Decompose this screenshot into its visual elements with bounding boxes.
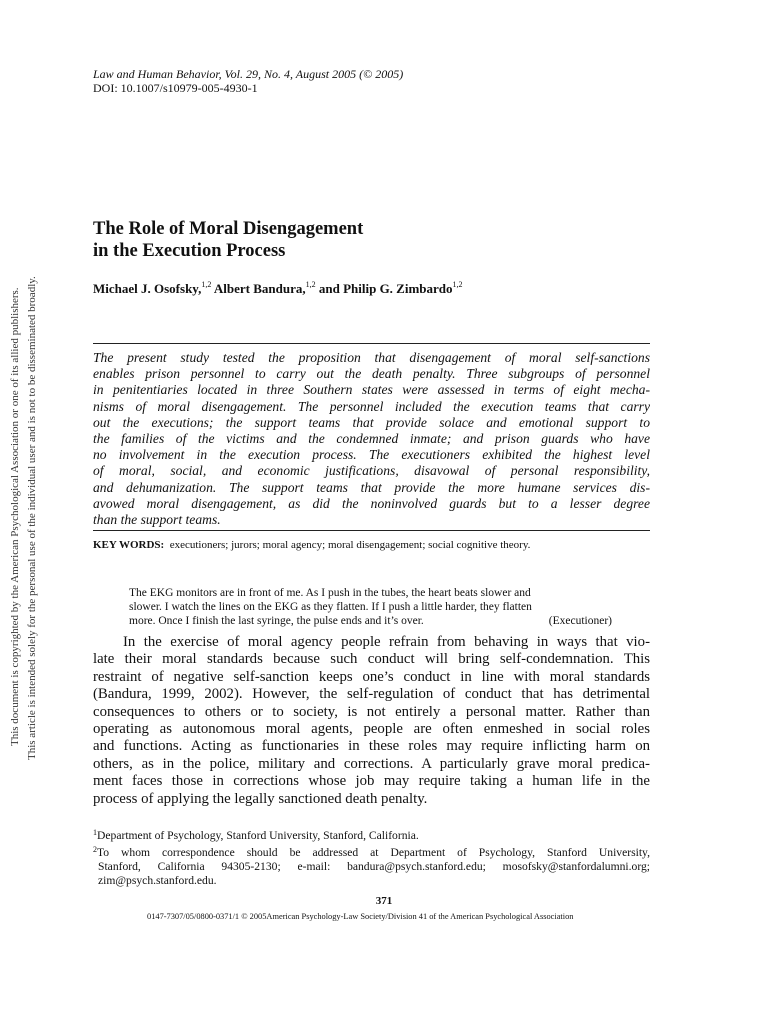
copyright-notice-line-2: This article is intended solely for the personal use of the individual user and is not to be disseminated broadly.	[26, 276, 38, 760]
body-line: others, as in the police, military and corrections. A particularly grave moral predica-	[93, 755, 650, 772]
body-line: operating as autonomous moral agents, people are often enmeshed in social roles	[93, 721, 650, 738]
keywords-label: KEY WORDS:	[93, 539, 165, 551]
quote-line: slower. I watch the lines on the EKG as they flatten. If I push a little harder, they flatten	[129, 601, 532, 613]
abstract-line: enables prison personnel to carry out the death penalty. Three subgroups of personnel	[93, 366, 650, 382]
body-paragraph	[93, 634, 650, 808]
author-list	[93, 280, 463, 297]
epigraph-quote	[129, 586, 612, 628]
footnote-2	[93, 843, 650, 860]
body-line: late their moral standards because such conduct will bring self-condemnation. This	[93, 651, 650, 668]
abstract-top-rule	[93, 343, 650, 344]
body-line: ment faces those in corrections whose job may require taking a human life in the	[93, 773, 650, 790]
doi: DOI: 10.1007/s10979-005-4930-1	[93, 81, 258, 95]
body-line: (Bandura, 1999, 2002). However, the self-regulation of conduct that has detrimental	[93, 686, 650, 703]
body-line: and functions. Acting as functionaries in these roles may require inflicting harm on	[93, 738, 650, 755]
quote-line-last	[129, 614, 612, 628]
author-1: Michael J. Osofsky,	[93, 281, 202, 296]
abstract-line: avowed moral disengagement, as did the noninvolved guards but to a lesser degree	[93, 495, 650, 511]
quote-source: (Executioner)	[548, 615, 612, 627]
footnote-1-mark: 1	[93, 828, 97, 837]
paper-title	[93, 218, 363, 262]
footnote-2-line: Stanford, California 94305-2130; e-mail: bandura@psych.stanford.edu; mosofsky@stanfordalumni.org;	[98, 860, 650, 873]
title-line-2: in the Execution Process	[93, 241, 286, 261]
page-number: 371	[375, 895, 393, 907]
abstract-line: in penitentiaries located in three Southern states were assessed in terms of eight mecha-	[93, 382, 650, 398]
body-line: process of applying the legally sanctioned death penalty.	[93, 790, 428, 807]
footnote-1	[93, 826, 650, 843]
abstract-line: and dehumanization. The support teams that provide the more humane services dis-	[93, 479, 650, 495]
footnote-2-mark: 2	[93, 845, 97, 854]
abstract-line: out the executions; the support teams that provide solace and emotional support to	[93, 414, 650, 430]
body-line: consequences to others or to society, is not entirely a personal matter. Rather than	[93, 703, 650, 720]
abstract-line: The present study tested the proposition that disengagement of moral self-sanctions	[93, 350, 650, 365]
footnote-2-line: zim@psych.stanford.edu.	[98, 874, 217, 887]
keywords	[93, 539, 530, 551]
abstract	[93, 350, 650, 528]
abstract-bottom-rule	[93, 530, 650, 531]
abstract-line: nisms of moral disengagement. The personnel included the execution teams that carry	[93, 398, 650, 414]
abstract-line: of moral, social, and economic justifications, disavowal of personal responsibility,	[93, 463, 650, 479]
footnote-1-text: Department of Psychology, Stanford University, Stanford, California.	[97, 829, 419, 842]
author-1-affiliation: 1,2	[201, 280, 212, 289]
body-line: In the exercise of moral agency people refrain from behaving in ways that vio-	[123, 634, 650, 650]
copyright-notice-line-1: This document is copyrighted by the American Psychological Association or one of its allied publishers.	[9, 287, 21, 746]
title-line-1: The Role of Moral Disengagement	[93, 219, 364, 239]
author-3-affiliation: 1,2	[452, 280, 463, 289]
abstract-line: no involvement in the execution process. The executioners exhibited the highest level	[93, 447, 650, 463]
author-2-affiliation: 1,2	[305, 280, 316, 289]
keywords-text: executioners; jurors; moral agency; moral disengagement; social cognitive theory.	[169, 539, 531, 551]
author-2: Albert Bandura,	[213, 281, 306, 296]
copyright-line: 0147-7307/05/0800-0371/1 © 2005American Psychology-Law Society/Division 41 of the American Psychological Association	[147, 912, 574, 921]
quote-line: The EKG monitors are in front of me. As I push in the tubes, the heart beats slower and	[129, 587, 531, 599]
journal-citation: Law and Human Behavior, Vol. 29, No. 4, August 2005 (© 2005)	[93, 67, 404, 81]
abstract-line: than the support teams.	[93, 512, 221, 528]
footnote-2-text: To whom correspondence should be addressed at Department of Psychology, Stanford University,	[97, 846, 650, 859]
body-line: restraint of negative self-sanction keeps one’s conduct in line with moral standards	[93, 668, 650, 685]
footnotes	[93, 826, 650, 888]
abstract-line: the families of the victims and the condemned inmate; and prison guards who have	[93, 431, 650, 447]
quote-line: more. Once I finish the last syringe, the pulse ends and it’s over.	[129, 615, 424, 627]
author-3: and Philip G. Zimbardo	[318, 281, 453, 296]
journal-header	[93, 67, 403, 95]
